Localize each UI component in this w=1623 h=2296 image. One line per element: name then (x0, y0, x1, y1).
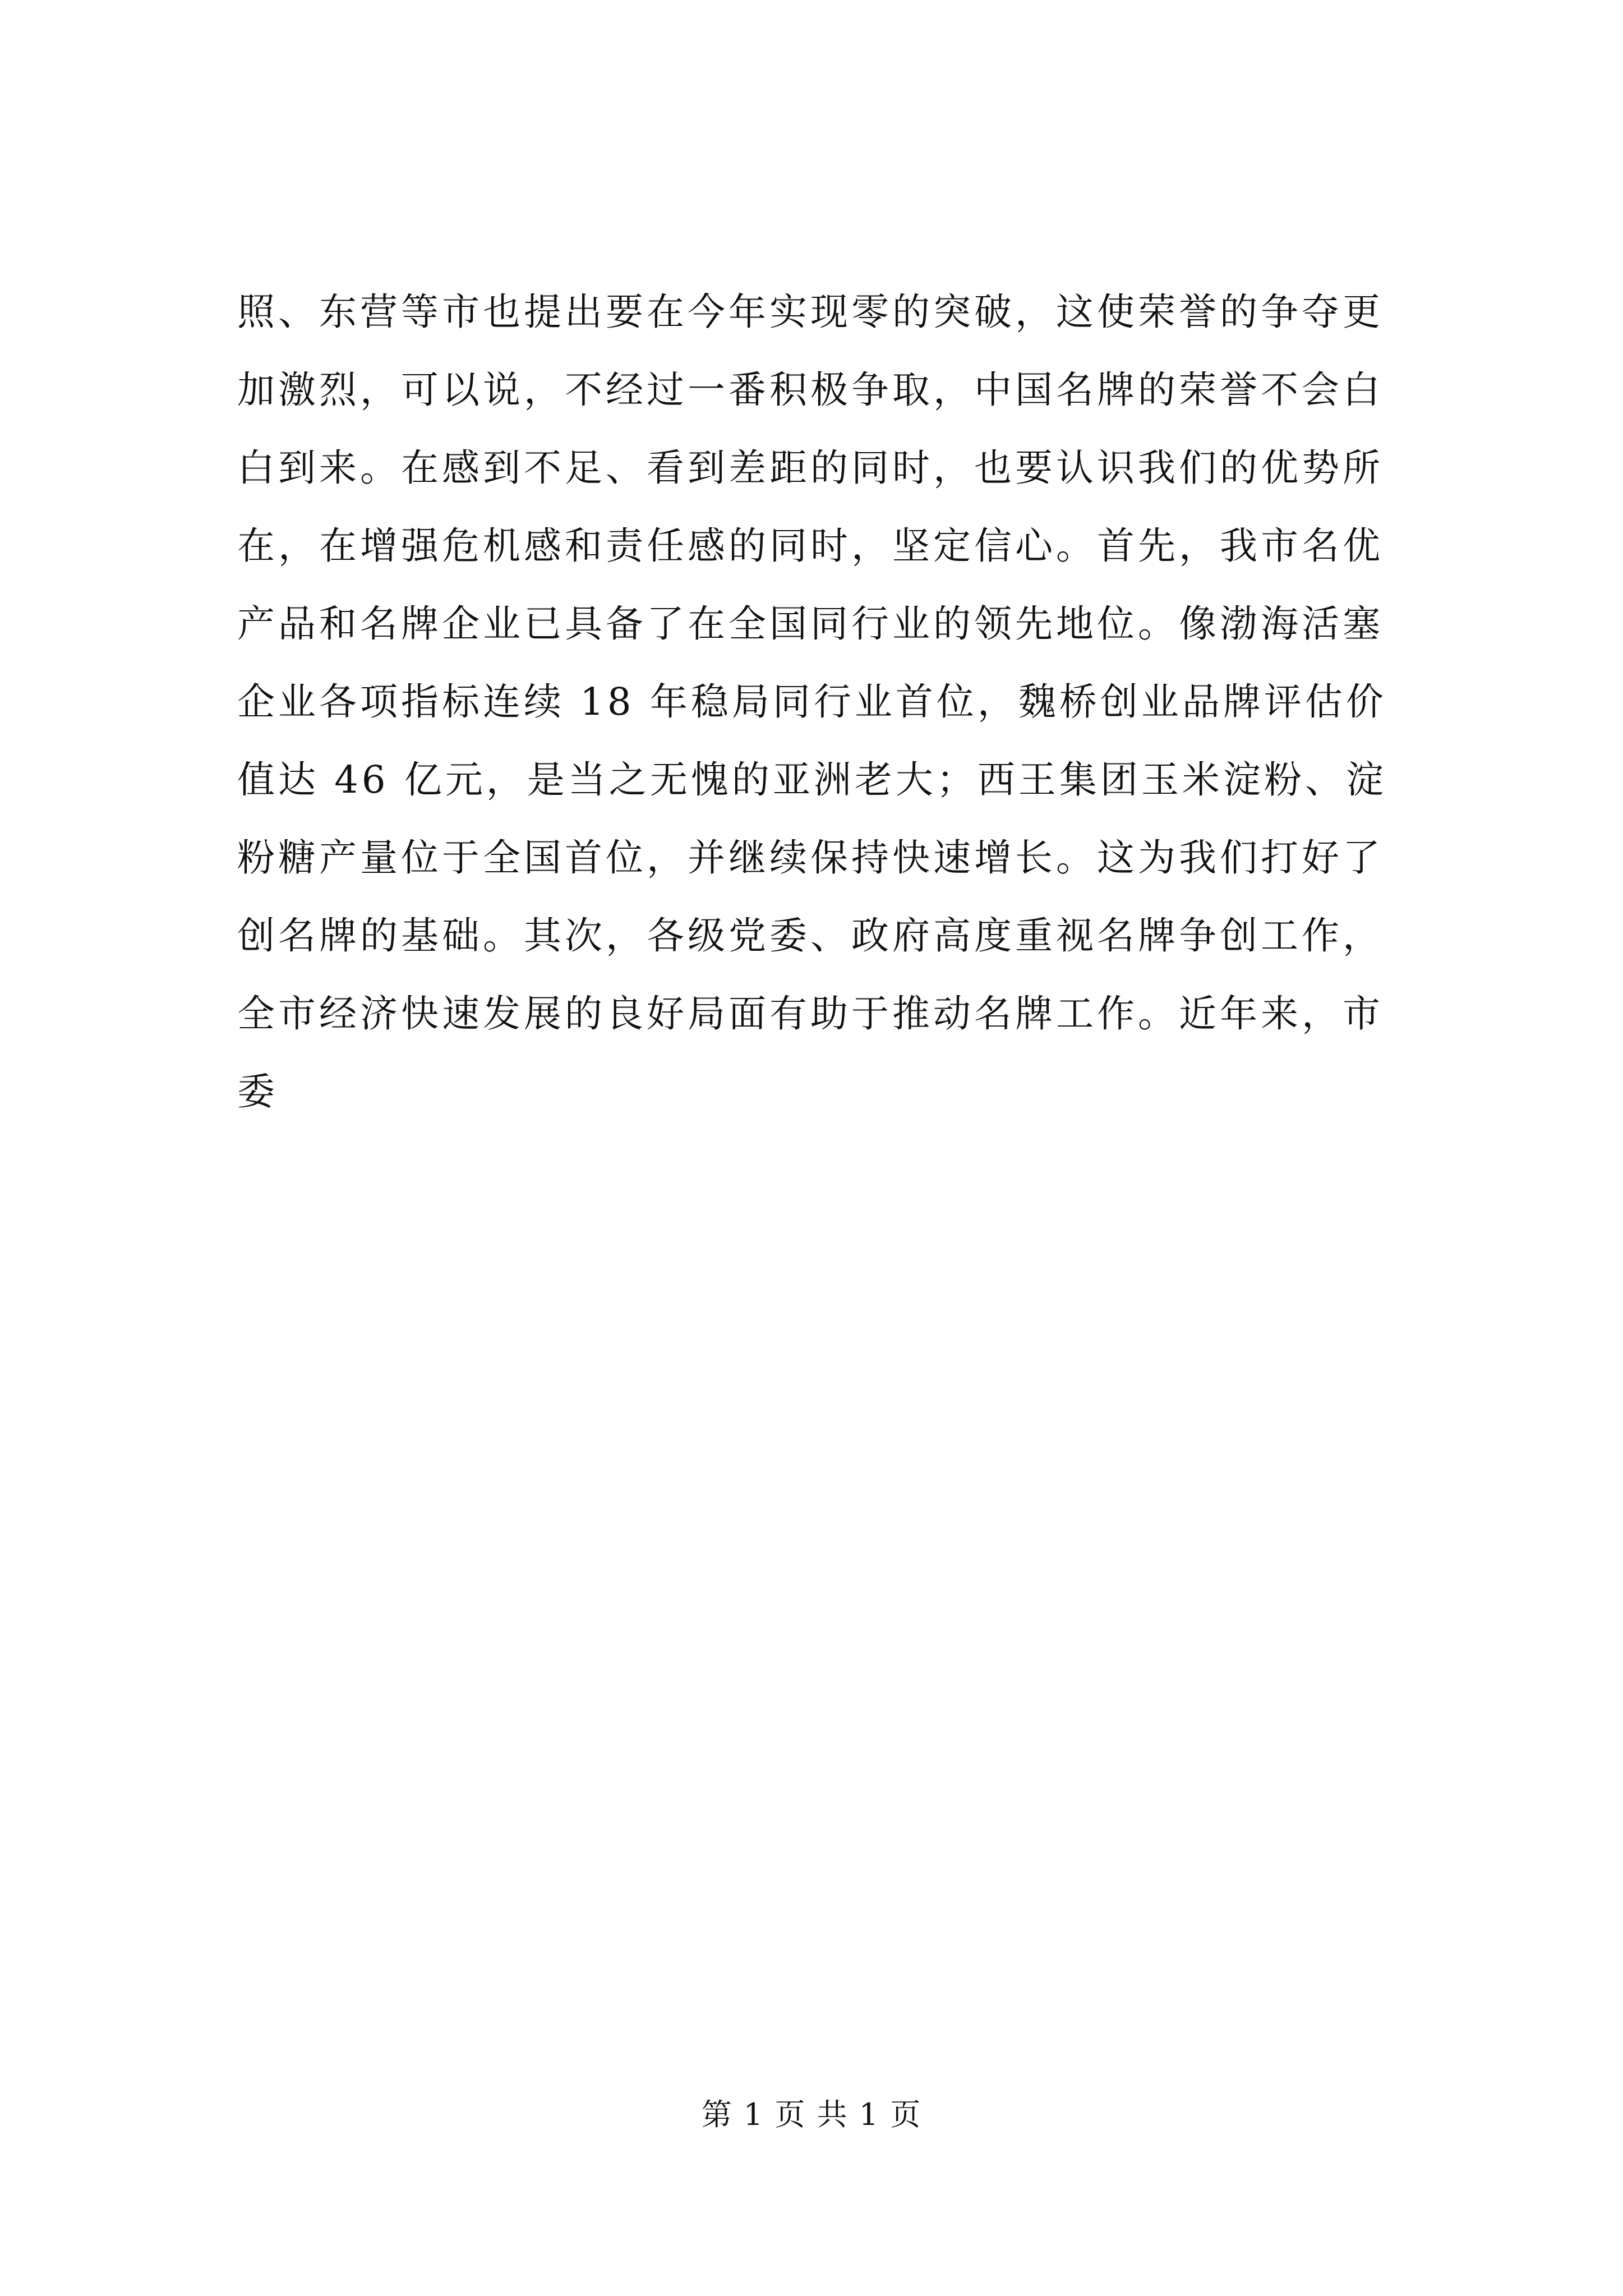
text-line: 照、东营等市也提出要在今年实现零的突破，这使荣誉的争夺更 (237, 290, 1384, 334)
page-number-footer: 第 1 页 共 1 页 (701, 2097, 922, 2132)
text-line: 委 (237, 1070, 278, 1114)
text-line: 创名牌的基础。其次，各级党委、政府高度重视名牌争创工作， (237, 914, 1384, 958)
text-line: 全市经济快速发展的良好局面有助于推动名牌工作。近年来，市 (237, 992, 1384, 1036)
body-paragraph (237, 273, 1421, 1131)
text-line: 粉糖产量位于全国首位，并继续保持快速增长。这为我们打好了 (237, 836, 1384, 880)
text-line: 值达 46 亿元，是当之无愧的亚洲老大；西王集团玉米淀粉、淀 (237, 758, 1387, 802)
text-line: 白到来。在感到不足、看到差距的同时，也要认识我们的优势所 (237, 446, 1384, 490)
text-line: 企业各项指标连续 18 年稳局同行业首位，魏桥创业品牌评估价 (237, 680, 1387, 724)
text-line: 加激烈，可以说，不经过一番积极争取，中国名牌的荣誉不会白 (237, 368, 1384, 412)
text-line: 产品和名牌企业已具备了在全国同行业的领先地位。像渤海活塞 (237, 602, 1384, 646)
text-line: 在，在增强危机感和责任感的同时，坚定信心。首先，我市名优 (237, 524, 1384, 568)
